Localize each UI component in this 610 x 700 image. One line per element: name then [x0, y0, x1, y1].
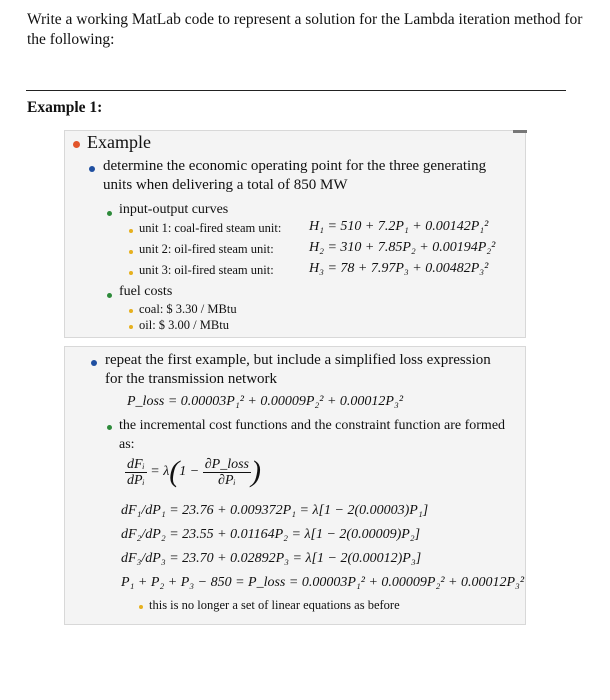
loss-equation: P_loss = 0.00003P₁² + 0.00009P₂² + 0.00012P₃²: [127, 394, 404, 409]
note-text: this is no longer a set of linear equations as before: [149, 598, 400, 612]
example-title: Example 1:: [27, 99, 103, 116]
paren-close: ): [251, 455, 262, 488]
bullet-icon: [107, 425, 112, 430]
question-text: Write a working MatLab code to represent a solution for the Lambda iteration method for the following:: [27, 11, 583, 48]
fraction-numerator: dFᵢ: [127, 456, 145, 472]
bullet-icon: [139, 605, 143, 609]
bullet-icon: [107, 211, 112, 216]
unit3-label: unit 3: oil-fired steam unit:: [139, 263, 274, 277]
bullet-icon: [129, 229, 133, 233]
unit1-label: unit 1: coal-fired steam unit:: [139, 221, 282, 235]
fuel-costs-label: fuel costs: [119, 284, 173, 299]
panel1-heading: Example: [87, 132, 151, 152]
fraction-left: [125, 457, 147, 488]
coal-cost: coal: $ 3.30 / MBtu: [139, 302, 237, 316]
fraction-right: [203, 457, 251, 488]
fraction-numerator: ∂P_loss: [204, 456, 250, 472]
bullet-icon: [129, 250, 133, 254]
panel-corner-mark: [513, 130, 527, 133]
divider-top: [26, 90, 566, 91]
equals-lambda: = λ: [150, 464, 170, 480]
equation-4: P₁ + P₂ + P₃ − 850 = P_loss = 0.00003P₁² + 0.00009P₂² + 0.00012P₃²: [121, 575, 525, 590]
unit2-label: unit 2: oil-fired steam unit:: [139, 242, 274, 256]
bullet-icon: [129, 271, 133, 275]
bullet-icon: [107, 293, 112, 298]
panel2-sub-bullet: the incremental cost functions and the constraint function are formed as:: [119, 418, 506, 452]
bullet-icon: [89, 166, 95, 172]
bullet-icon: [129, 309, 133, 313]
io-curves-label: input-output curves: [119, 202, 229, 217]
bullet-icon: [129, 325, 133, 329]
one-minus: 1 −: [179, 464, 200, 480]
panel1-bullet: determine the economic operating point for the three generating units when delivering a total of 850 MW: [103, 158, 487, 193]
loss-example-panel: [64, 346, 526, 625]
equation-1: dF₁/dP₁ = 23.76 + 0.009372P₁ = λ[1 − 2(0.00003)P₁]: [121, 503, 429, 518]
example-panel: [64, 130, 526, 338]
equation-2: dF₂/dP₂ = 23.55 + 0.01164P₂ = λ[1 − 2(0.00009)P₂]: [121, 527, 421, 542]
unit2-equation: H₂ = 310 + 7.85P₂ + 0.00194P₂²: [309, 240, 496, 255]
unit3-equation: H₃ = 78 + 7.97P₃ + 0.00482P₃²: [309, 261, 489, 276]
bullet-icon: [91, 360, 97, 366]
incremental-cost-formula: [125, 455, 261, 489]
panel2-bullet: repeat the first example, but include a simplified loss expression for the transmission network: [105, 352, 491, 387]
fraction-denominator: ∂Pᵢ: [218, 472, 236, 488]
paren-open: (: [169, 455, 180, 488]
equation-3: dF₃/dP₃ = 23.70 + 0.02892P₃ = λ[1 − 2(0.00012)P₃]: [121, 551, 422, 566]
fraction-denominator: dPᵢ: [127, 472, 145, 488]
unit1-equation: H₁ = 510 + 7.2P₁ + 0.00142P₁²: [309, 219, 489, 234]
bullet-icon: [73, 141, 80, 148]
oil-cost: oil: $ 3.00 / MBtu: [139, 318, 229, 332]
